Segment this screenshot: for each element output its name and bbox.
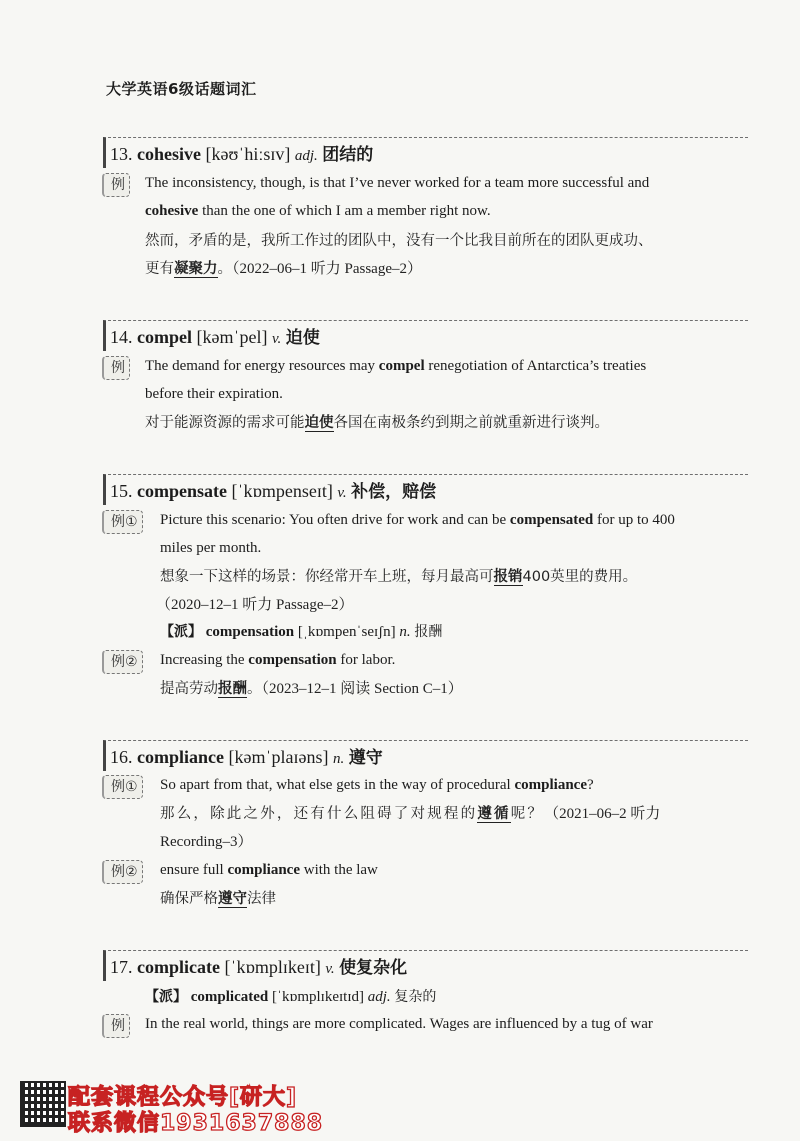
derivative-meaning: 复杂的 xyxy=(394,989,437,1005)
entry-heading xyxy=(103,950,748,981)
example-sentence: Picture this scenario: You often drive for work and can be compensated for up to 400 xyxy=(160,512,675,528)
example-sentence: miles per month. xyxy=(160,540,262,556)
keyword-translation: 遵守 xyxy=(218,891,247,907)
chinese-meaning: 使复杂化 xyxy=(339,958,408,978)
keyword: compensated xyxy=(509,512,594,528)
keyword: compel xyxy=(378,358,425,374)
qr-code xyxy=(20,1081,66,1127)
derivative-phonetic: [ˈkɒmplɪkeɪtɪd] xyxy=(271,989,364,1005)
example-sentence: So apart from that, what else gets in the way of procedural compliance? xyxy=(160,777,594,793)
derivative-meaning: 报酬 xyxy=(414,624,443,640)
keyword-translation: 报销 xyxy=(493,569,523,585)
keyword-translation: 报酬 xyxy=(218,681,247,697)
source-reference: （2021–06–2 听力 xyxy=(544,806,661,822)
keyword-translation: 迫使 xyxy=(304,415,334,431)
example-translation: 想象一下这样的场景：你经常开车上班，每月最高可报销400英里的费用。 xyxy=(160,569,638,585)
watermark-line: 配套课程公众号[研大] xyxy=(68,1085,298,1110)
part-of-speech: adj. xyxy=(294,148,318,164)
keyword: compliance xyxy=(227,862,300,878)
derivative-phonetic: [ˌkɒmpenˈseɪʃn] xyxy=(297,624,396,640)
phonetic: [kəmˈplaɪəns] xyxy=(228,747,329,767)
example-translation: 更有凝聚力。（2022–06–1 听力 Passage–2） xyxy=(145,261,422,277)
derivative xyxy=(160,621,442,643)
part-of-speech: v. xyxy=(325,961,335,977)
example-tag: 例① xyxy=(102,510,143,534)
derivative-word: compensation xyxy=(205,624,295,640)
example-sentence: Increasing the compensation for labor. xyxy=(160,652,396,668)
example-sentence: The inconsistency, though, is that I’ve never worked for a team more successful and xyxy=(145,175,650,191)
example-tag: 例② xyxy=(102,860,143,884)
headword: compensate xyxy=(137,481,227,501)
example-tag: 例① xyxy=(102,775,143,799)
part-of-speech: n. xyxy=(332,751,345,767)
keyword: compliance xyxy=(514,777,587,793)
example-sentence: In the real world, things are more complicated. Wages are influenced by a tug of war xyxy=(145,1016,653,1032)
example-sentence: before their expiration. xyxy=(145,386,283,402)
entry-number: 16. xyxy=(110,747,133,767)
example-translation: 然而，矛盾的是，我所工作过的团队中，没有一个比我目前所在的团队更成功、 xyxy=(145,233,653,249)
source-reference: （2020–12–1 听力 Passage–2） xyxy=(156,597,354,613)
derivative-pos: adj. xyxy=(367,989,391,1005)
example-tag: 例② xyxy=(102,650,143,674)
derivative-tag: 【派】 xyxy=(160,624,202,640)
phonetic: [ˈkɒmplɪkeɪt] xyxy=(224,957,321,977)
source-reference: （2022–06–1 听力 Passage–2） xyxy=(232,261,422,277)
example-translation: 确保严格遵守法律 xyxy=(160,891,276,907)
example-translation: 对于能源资源的需求可能迫使各国在南极条约到期之前就重新进行谈判。 xyxy=(145,415,609,431)
example-tag: 例 xyxy=(102,1014,130,1038)
entry-number: 15. xyxy=(110,481,133,501)
headword: complicate xyxy=(137,957,220,977)
derivative-pos: n. xyxy=(399,624,411,640)
chinese-meaning: 遵守 xyxy=(348,748,383,768)
keyword: cohesive xyxy=(145,203,199,219)
example-tag: 例 xyxy=(102,356,130,380)
part-of-speech: v. xyxy=(337,485,347,501)
page-header: 大学英语6级话题词汇 xyxy=(106,80,257,98)
example-sentence: The demand for energy resources may compel renegotiation of Antarctica’s treaties xyxy=(145,358,647,374)
part-of-speech: v. xyxy=(271,331,282,347)
example-sentence: cohesive than the one of which I am a member right now. xyxy=(145,203,491,219)
phonetic: [ˈkɒmpenseɪt] xyxy=(231,481,333,501)
entry-number: 13. xyxy=(110,144,133,164)
entry-number: 14. xyxy=(110,327,133,347)
entry-heading xyxy=(103,137,748,168)
chinese-meaning: 团结的 xyxy=(322,145,374,165)
phonetic: [kəmˈpel] xyxy=(196,327,268,347)
example-translation: 那么，除此之外，还有什么阻碍了对规程的遵循呢？（2021–06–2 听力 xyxy=(160,806,661,822)
phonetic: [kəʊˈhiːsɪv] xyxy=(205,144,291,164)
derivative-word: complicated xyxy=(190,989,269,1005)
chinese-meaning: 迫使 xyxy=(285,328,320,348)
source-reference: （2023–12–1 阅读 Section C–1） xyxy=(261,681,463,697)
headword: compel xyxy=(137,327,192,347)
example-translation: 提高劳动报酬。（2023–12–1 阅读 Section C–1） xyxy=(160,681,463,697)
entry-heading xyxy=(103,474,748,505)
derivative-tag: 【派】 xyxy=(145,989,187,1005)
chinese-meaning: 补偿，赔偿 xyxy=(351,482,437,502)
source-reference: Recording–3） xyxy=(160,834,253,850)
example-sentence: ensure full compliance with the law xyxy=(160,862,378,878)
entry-heading xyxy=(103,320,748,351)
headword: compliance xyxy=(137,747,224,767)
example-tag: 例 xyxy=(102,173,130,197)
watermark-line: 联系微信1931637888 xyxy=(68,1111,324,1136)
headword: cohesive xyxy=(137,144,201,164)
keyword-translation: 凝聚力 xyxy=(174,261,218,277)
entry-heading xyxy=(103,740,748,771)
derivative xyxy=(145,986,436,1008)
keyword-translation: 遵循 xyxy=(477,806,511,822)
keyword: compensation xyxy=(248,652,337,668)
entry-number: 17. xyxy=(110,957,133,977)
